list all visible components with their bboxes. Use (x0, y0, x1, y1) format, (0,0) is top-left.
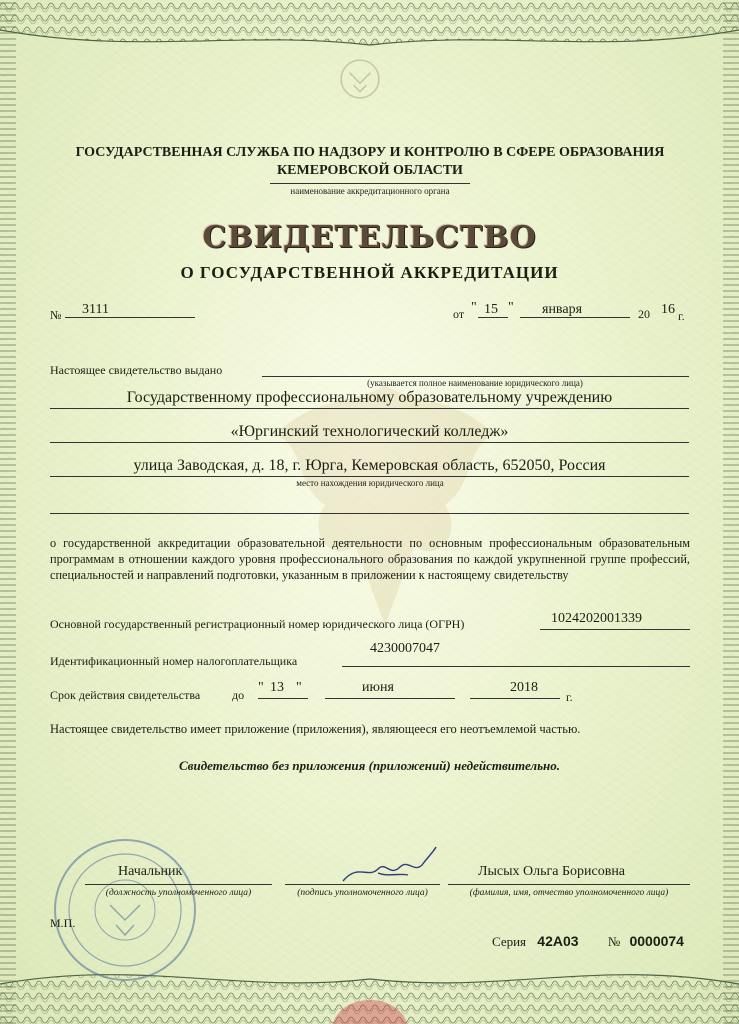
authority-underline (270, 183, 470, 184)
validity-label: Срок действия свидетельства (50, 688, 201, 702)
authority-caption: наименование аккредитационного органа (290, 186, 450, 196)
document-title: СВИДЕТЕЛЬСТВО (202, 220, 537, 255)
validity-day: 13 (270, 680, 284, 695)
address-underline (50, 476, 689, 477)
coat-of-arms-icon (339, 58, 381, 100)
red-seal-icon (330, 990, 410, 1024)
validity-to: до (232, 688, 245, 702)
ornamental-border-left (0, 0, 16, 1024)
organization-name-line-1: Государственному профессиональному образовательному учреждению (126, 389, 613, 406)
date-from-label: от (453, 307, 465, 321)
signature-caption: (подпись уполномоченного лица) (297, 888, 428, 898)
series-value: 42А03 (537, 933, 579, 949)
authority-line-2: КЕМЕРОВСКОЙ ОБЛАСТИ (277, 163, 463, 178)
number-label: № (50, 308, 62, 322)
official-stamp-icon (50, 835, 200, 985)
issued-underline (262, 376, 689, 377)
org-line-2-underline (50, 442, 689, 443)
date-month-underline (520, 317, 630, 318)
validity-month: июня (362, 680, 394, 695)
appendix-validity-note: Свидетельство без приложения (приложений) недействительно. (179, 758, 560, 773)
position-underline (85, 884, 272, 885)
inn-value: 4230007047 (370, 641, 440, 656)
issuing-authority (40, 144, 700, 180)
address-caption: место нахождения юридического лица (296, 478, 444, 488)
name-caption: (фамилия, имя, отчество уполномоченного лица) (469, 888, 669, 898)
issued-label: Настоящее свидетельство выдано (50, 363, 223, 377)
signatory-position: Начальник (118, 864, 183, 879)
blank-underline (50, 513, 689, 514)
series-label: Серия (492, 934, 527, 949)
org-line-1-underline (50, 408, 689, 409)
accreditation-description: о государственной аккредитации образовательной деятельности по основным профессиональным образовательным программам в отношении каждого уровня профессионального образования по каждой укрупненной группе профессий, специальностей и направлений подготовки, указанным в приложении к настоящему свидетельству (50, 536, 690, 582)
stamp-place-label: М.П. (50, 916, 76, 930)
validity-g: г. (566, 690, 573, 704)
handwritten-signature-icon (338, 843, 438, 893)
ogrn-underline (540, 629, 690, 630)
signatory-name: Лысых Ольга Борисовна (478, 864, 626, 879)
certificate-page: ГОСУДАРСТВЕННАЯ СЛУЖБА ПО НАДЗОРУ И КОНТРОЛЮ В СФЕРЕ ОБРАЗОВАНИЯ КЕМЕРОВСКОЙ ОБЛАСТИ наименование аккредитационного органа СВИДЕТЕЛЬСТВО О ГОСУДАРСТВЕННОЙ АККРЕДИТАЦИИ № 3111 от " 15 " января 20 16 г. Настоящее свидетельство выдано (указывается полное наименование юридического лица) Государственному профессиональному образовательному учреждению «Юргинский технологический колледж» улица Заводская, д. 18, г. Юрга, Кемеровская область, 652050, Россия место нахождения юридического лица о государственной аккредитации образовательной деятельности по основным профессиональным образовательным программам в отношении каждого уровня профессионального образования по каждой укрупненной группе профессий, специальностей и направлений подготовки, указанным в приложении к настоящему свидетельству Основной государственный регистрационный номер юридического лица (ОГРН) 1024202001339 Идентификационный номер налогоплательщика 4230007047 Срок действия свидетельства до " 13 " июня 2018 г. Настоящее свидетельство имеет приложение (приложения), являющееся его неотъемлемой частью. Свидетельство без приложения (приложений) недействительно. Начальник (должность уполномоченного лица) (подпись уполномоченного лица) Лысых Ольга Борисовна (фамилия, имя, отчество уполномоченного лица) М.П. Серия 42А03 № 0000074 (0, 0, 739, 1024)
date-year-suffix: 16 (661, 302, 675, 317)
appendix-note: Настоящее свидетельство имеет приложение (приложения), являющееся его неотъемлемой частью. (50, 722, 581, 736)
inn-underline (342, 666, 690, 667)
validity-month-underline (325, 698, 455, 699)
series-block (492, 933, 684, 950)
authority-line-1: ГОСУДАРСТВЕННАЯ СЛУЖБА ПО НАДЗОРУ И КОНТРОЛЮ В СФЕРЕ ОБРАЗОВАНИЯ (75, 145, 665, 160)
series-number-value: 0000074 (629, 933, 684, 949)
validity-year: 2018 (510, 680, 538, 695)
date-day-underline (478, 317, 508, 318)
ornamental-border-top (0, 0, 739, 60)
date-month: января (542, 302, 583, 317)
validity-year-underline (470, 698, 560, 699)
organization-address: улица Заводская, д. 18, г. Юрга, Кемеровская область, 652050, Россия (133, 457, 606, 474)
number-underline (65, 317, 195, 318)
certificate-number: 3111 (82, 302, 109, 317)
name-underline (448, 884, 690, 885)
inn-label: Идентификационный номер налогоплательщика (50, 654, 298, 668)
validity-day-underline (258, 698, 308, 699)
date-g: г. (678, 309, 685, 323)
date-day: 15 (484, 302, 498, 317)
ogrn-value: 1024202001339 (551, 611, 642, 626)
signature-underline (285, 884, 440, 885)
issued-caption: (указывается полное наименование юридического лица) (367, 378, 583, 388)
document-subtitle: О ГОСУДАРСТВЕННОЙ АККРЕДИТАЦИИ (180, 263, 559, 282)
ogrn-label: Основной государственный регистрационный номер юридического лица (ОГРН) (50, 617, 465, 631)
position-caption: (должность уполномоченного лица) (105, 888, 252, 898)
date-year-prefix: 20 (638, 307, 650, 321)
organization-name-line-2: «Юргинский технологический колледж» (230, 423, 509, 440)
ornamental-border-right (723, 0, 739, 1024)
series-number-label: № (607, 934, 621, 949)
